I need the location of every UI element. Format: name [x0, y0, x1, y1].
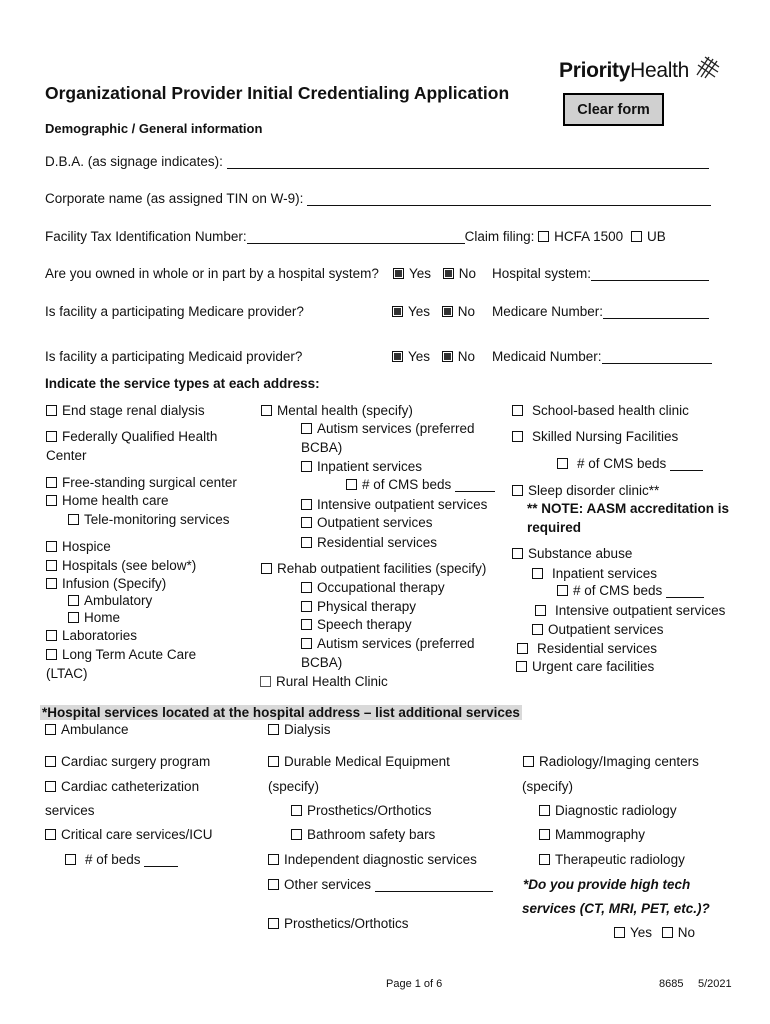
section-services: Indicate the service types at each address:	[45, 376, 320, 391]
checkbox[interactable]	[512, 548, 523, 559]
owned-yes-checkbox[interactable]	[393, 268, 404, 279]
ot-option[interactable]	[301, 580, 445, 595]
hcfa-checkbox[interactable]	[538, 231, 549, 242]
radiology-option[interactable]	[523, 754, 699, 769]
hospital-system-input[interactable]	[591, 266, 709, 281]
checkbox[interactable]	[268, 756, 279, 767]
label: Other services	[284, 877, 372, 892]
checkbox[interactable]	[45, 756, 56, 767]
checkbox[interactable]	[46, 578, 57, 589]
hospitals-option[interactable]	[46, 558, 196, 573]
medicare-yes-checkbox[interactable]	[392, 306, 403, 317]
checkbox[interactable]	[68, 595, 79, 606]
checkbox[interactable]	[46, 495, 57, 506]
medicare-question: Is facility a participating Medicare provider?	[45, 304, 304, 319]
claim-label: Claim filing:	[464, 229, 535, 244]
dialysis-option[interactable]	[268, 722, 331, 737]
home-health-option[interactable]	[46, 493, 169, 508]
aasm-note: ** NOTE: AASM accreditation is	[527, 501, 730, 516]
medicaid-yes-checkbox[interactable]	[392, 351, 403, 362]
page-number: Page 1 of 6	[386, 978, 443, 990]
priority-health-logo: PriorityHealth	[559, 51, 721, 83]
prosthetics-option[interactable]	[291, 803, 432, 818]
label: Federally Qualified Health	[62, 429, 218, 444]
mh-inpatient-option[interactable]	[301, 459, 422, 474]
medicaid-no-checkbox[interactable]	[442, 351, 453, 362]
label: Bathroom safety bars	[307, 827, 436, 842]
dba-row	[45, 154, 709, 169]
home-option[interactable]	[68, 610, 120, 625]
mh-cms-beds-option[interactable]	[346, 477, 495, 492]
sa-iop-option[interactable]	[535, 603, 725, 618]
label: Prosthetics/Orthotics	[307, 803, 432, 818]
sa-cms-beds-input[interactable]	[666, 583, 704, 598]
ub-checkbox[interactable]	[631, 231, 642, 242]
high-tech-question-cont: services (CT, MRI, PET, etc.)?	[522, 901, 710, 916]
owned-no-checkbox[interactable]	[443, 268, 454, 279]
rehab-autism-label-cont: BCBA)	[301, 655, 343, 670]
other-services-option[interactable]	[268, 877, 493, 892]
checkbox[interactable]	[301, 537, 312, 548]
sa-residential-option[interactable]	[517, 641, 657, 656]
cardiac-surgery-option[interactable]	[45, 754, 210, 769]
hcfa-label: HCFA 1500	[554, 229, 624, 244]
hospital-system-row	[492, 266, 709, 281]
prosthetics2-option[interactable]	[268, 916, 409, 931]
checkbox[interactable]	[512, 485, 523, 496]
page-title: Organizational Provider Initial Credentialing Application	[45, 83, 510, 103]
dba-label: D.B.A. (as signage indicates):	[45, 154, 223, 169]
checkbox[interactable]	[46, 405, 57, 416]
label: Long Term Acute Care	[62, 647, 197, 662]
checkbox[interactable]	[268, 879, 279, 890]
ambulatory-option[interactable]	[68, 593, 152, 608]
label: # of beds	[85, 852, 141, 867]
sa-outpatient-option[interactable]	[532, 622, 664, 637]
therapeutic-radiology-option[interactable]	[539, 852, 685, 867]
label: Ambulance	[61, 722, 129, 737]
medicare-yes-label: Yes	[408, 304, 431, 319]
aasm-note-cont: required	[527, 520, 582, 535]
checkbox[interactable]	[45, 781, 56, 792]
autism-label-cont: BCBA)	[301, 440, 343, 455]
rhc-option[interactable]	[260, 674, 388, 689]
fqhc-label-cont: Center	[46, 448, 87, 463]
medicare-number-label: Medicare Number:	[492, 304, 604, 319]
label: School-based health clinic	[532, 403, 689, 418]
label: Autism services (preferred	[317, 636, 475, 651]
checkbox[interactable]	[532, 568, 543, 579]
label: Hospice	[62, 539, 111, 554]
infusion-option[interactable]	[46, 576, 166, 591]
checkbox[interactable]	[512, 431, 523, 442]
checkbox[interactable]	[45, 829, 56, 840]
checkbox[interactable]	[268, 724, 279, 735]
checkbox[interactable]	[346, 479, 357, 490]
section-demographic: Demographic / General information	[45, 121, 263, 136]
label: Tele-monitoring services	[84, 512, 230, 527]
checkbox[interactable]	[46, 560, 57, 571]
corp-row	[45, 191, 711, 206]
label: Laboratories	[62, 628, 138, 643]
label: Cardiac catheterization	[61, 779, 200, 794]
checkbox[interactable]	[301, 517, 312, 528]
label: Cardiac surgery program	[61, 754, 211, 769]
ltac-option[interactable]	[46, 647, 196, 662]
checkbox[interactable]	[268, 918, 279, 929]
snf-option[interactable]	[512, 429, 678, 444]
checkbox[interactable]	[65, 854, 76, 865]
medicaid-options	[392, 349, 475, 364]
rehab-option[interactable]	[261, 561, 486, 576]
label: Radiology/Imaging centers	[539, 754, 699, 769]
cardiac-cath-cont: services	[45, 803, 95, 818]
label: Home	[84, 610, 121, 625]
label: Speech therapy	[317, 617, 412, 632]
owned-yes-label: Yes	[409, 266, 432, 281]
label: Ambulatory	[84, 593, 153, 608]
icu-beds-input[interactable]	[144, 852, 178, 867]
clear-form-button[interactable]: Clear form	[563, 93, 664, 126]
form-code: 8685	[659, 978, 684, 990]
high-tech-no-label: No	[677, 925, 696, 940]
high-tech-no-checkbox[interactable]	[662, 927, 673, 938]
freestanding-option[interactable]	[46, 475, 237, 490]
label: Occupational therapy	[317, 580, 445, 595]
label: Prosthetics/Orthotics	[284, 916, 409, 931]
medicare-number-input[interactable]	[603, 304, 709, 319]
label: Intensive outpatient services	[317, 497, 488, 512]
checkbox[interactable]	[260, 676, 271, 687]
school-option[interactable]	[512, 403, 689, 418]
tax-row	[45, 229, 666, 244]
dba-input[interactable]	[227, 154, 709, 169]
checkbox[interactable]	[557, 585, 568, 596]
label: Outpatient services	[317, 515, 433, 530]
esrd-option[interactable]	[46, 403, 205, 418]
tax-input[interactable]	[247, 229, 465, 244]
checkbox[interactable]	[68, 514, 79, 525]
checkbox[interactable]	[301, 601, 312, 612]
label: Critical care services/ICU	[61, 827, 213, 842]
ub-label: UB	[646, 229, 666, 244]
dme-specify: (specify)	[268, 779, 320, 794]
medicaid-number-input[interactable]	[602, 349, 712, 364]
checkbox[interactable]	[301, 461, 312, 472]
urgent-care-option[interactable]	[516, 659, 654, 674]
checkbox[interactable]	[532, 624, 543, 635]
checkbox[interactable]	[261, 405, 272, 416]
icu-beds-option[interactable]	[65, 852, 178, 867]
label: End stage renal dialysis	[62, 403, 205, 418]
high-tech-yes-label: Yes	[630, 925, 653, 940]
sa-inpatient-option[interactable]	[532, 566, 657, 581]
medicare-options	[392, 304, 475, 319]
label: Outpatient services	[548, 622, 664, 637]
checkbox[interactable]	[301, 582, 312, 593]
ambulance-option[interactable]	[45, 722, 129, 737]
ids-option[interactable]	[268, 852, 477, 867]
high-tech-options	[614, 925, 695, 940]
checkbox[interactable]	[301, 638, 312, 649]
snf-cms-beds-input[interactable]	[670, 456, 703, 471]
tax-label: Facility Tax Identification Number:	[45, 229, 247, 244]
checkbox[interactable]	[291, 805, 302, 816]
medicaid-no-label: No	[457, 349, 476, 364]
checkbox[interactable]	[301, 499, 312, 510]
pt-option[interactable]	[301, 599, 416, 614]
mental-health-option[interactable]	[261, 403, 413, 418]
bathroom-option[interactable]	[291, 827, 435, 842]
label: Durable Medical Equipment	[284, 754, 450, 769]
label: Therapeutic radiology	[555, 852, 685, 867]
checkbox[interactable]	[535, 605, 546, 616]
label: Hospitals (see below*)	[62, 558, 197, 573]
label: Intensive outpatient services	[555, 603, 726, 618]
checkbox[interactable]	[512, 405, 523, 416]
label: Inpatient services	[317, 459, 423, 474]
checkbox[interactable]	[45, 724, 56, 735]
other-services-input[interactable]	[375, 877, 493, 892]
label: # of CMS beds	[573, 583, 663, 598]
label: Rural Health Clinic	[276, 674, 388, 689]
mh-cms-beds-input[interactable]	[455, 477, 495, 492]
sleep-option[interactable]	[512, 483, 659, 498]
medicare-number-row	[492, 304, 709, 319]
radiology-specify: (specify)	[522, 779, 574, 794]
substance-option[interactable]	[512, 546, 632, 561]
form-date: 5/2021	[698, 978, 732, 990]
label: Sleep disorder clinic**	[528, 483, 660, 498]
label: Rehab outpatient facilities (specify)	[277, 561, 487, 576]
checkbox[interactable]	[539, 805, 550, 816]
label: Physical therapy	[317, 599, 417, 614]
fqhc-option[interactable]	[46, 429, 217, 444]
label: Mental health (specify)	[277, 403, 413, 418]
label: Independent diagnostic services	[284, 852, 477, 867]
corp-input[interactable]	[307, 191, 711, 206]
label: Home health care	[62, 493, 169, 508]
snf-cms-beds-option[interactable]	[557, 456, 703, 471]
corp-label: Corporate name (as assigned TIN on W-9):	[45, 191, 304, 206]
label: Residential services	[317, 535, 438, 550]
hospice-option[interactable]	[46, 539, 111, 554]
critical-care-option[interactable]	[45, 827, 213, 842]
checkbox[interactable]	[557, 458, 568, 469]
medicaid-number-label: Medicaid Number:	[492, 349, 602, 364]
checkbox[interactable]	[46, 431, 57, 442]
label: Substance abuse	[528, 546, 633, 561]
sa-cms-beds-option[interactable]	[557, 583, 704, 598]
label: Diagnostic radiology	[555, 803, 677, 818]
medicaid-question: Is facility a participating Medicaid provider?	[45, 349, 303, 364]
medicare-no-checkbox[interactable]	[442, 306, 453, 317]
ltac-label-cont: (LTAC)	[46, 666, 88, 681]
label: Autism services (preferred	[317, 421, 475, 436]
medicare-no-label: No	[457, 304, 476, 319]
cardiac-cath-option[interactable]	[45, 779, 199, 794]
label: Urgent care facilities	[532, 659, 655, 674]
label: # of CMS beds	[362, 477, 452, 492]
label: Residential services	[537, 641, 658, 656]
high-tech-yes-checkbox[interactable]	[614, 927, 625, 938]
telemonitoring-option[interactable]	[68, 512, 230, 527]
checkbox[interactable]	[301, 423, 312, 434]
st-option[interactable]	[301, 617, 412, 632]
label: Dialysis	[284, 722, 331, 737]
owned-options	[393, 266, 476, 281]
checkbox[interactable]	[261, 563, 272, 574]
label: Mammography	[555, 827, 646, 842]
label: Skilled Nursing Facilities	[532, 429, 679, 444]
diag-radiology-option[interactable]	[539, 803, 677, 818]
label: # of CMS beds	[577, 456, 667, 471]
label: Infusion (Specify)	[62, 576, 167, 591]
checkbox[interactable]	[539, 854, 550, 865]
mh-outpatient-option[interactable]	[301, 515, 433, 530]
checkbox[interactable]	[68, 612, 79, 623]
checkbox[interactable]	[268, 854, 279, 865]
mammography-option[interactable]	[539, 827, 645, 842]
dme-option[interactable]	[268, 754, 450, 769]
checkbox[interactable]	[46, 477, 57, 488]
checkbox[interactable]	[291, 829, 302, 840]
owned-question: Are you owned in whole or in part by a hospital system?	[45, 266, 379, 281]
checkbox[interactable]	[301, 619, 312, 630]
label: Inpatient services	[552, 566, 658, 581]
logo-mark-icon	[695, 51, 721, 81]
checkbox[interactable]	[46, 630, 57, 641]
owned-no-label: No	[458, 266, 477, 281]
autism-option[interactable]	[301, 421, 475, 436]
medicaid-number-row	[492, 349, 712, 364]
medicaid-yes-label: Yes	[408, 349, 431, 364]
high-tech-question: *Do you provide high tech	[523, 877, 691, 892]
labs-option[interactable]	[46, 628, 137, 643]
checkbox[interactable]	[523, 756, 534, 767]
checkbox[interactable]	[46, 649, 57, 660]
section-hospital: *Hospital services located at the hospital address – list additional services	[42, 705, 520, 720]
hospital-system-label: Hospital system:	[492, 266, 592, 281]
label: Free-standing surgical center	[62, 475, 237, 490]
checkbox[interactable]	[517, 643, 528, 654]
mh-iop-option[interactable]	[301, 497, 487, 512]
rehab-autism-option[interactable]	[301, 636, 475, 651]
checkbox[interactable]	[516, 661, 527, 672]
checkbox[interactable]	[46, 541, 57, 552]
mh-residential-option[interactable]	[301, 535, 437, 550]
checkbox[interactable]	[539, 829, 550, 840]
